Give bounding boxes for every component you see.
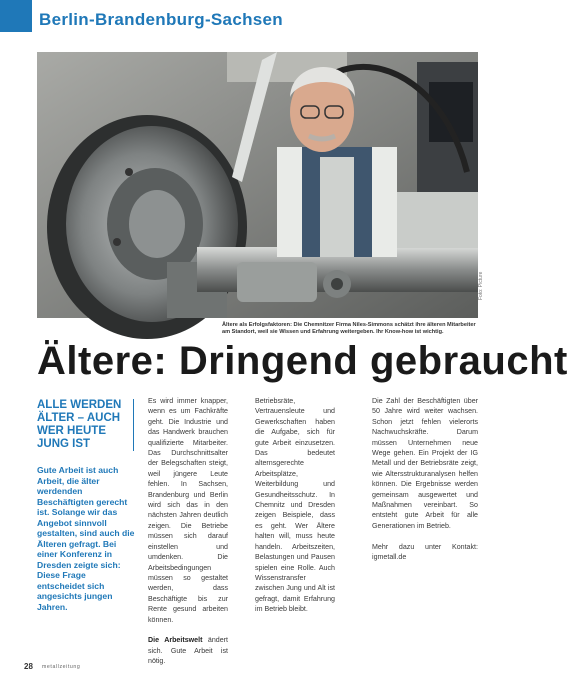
column-3-tail: Mehr dazu unter Kontakt: igmetall.de — [372, 542, 478, 562]
column-1-bold-lead: Die Arbeitswelt — [148, 636, 203, 645]
section-title: Berlin-Brandenburg-Sachsen — [39, 10, 283, 29]
article-kicker: ALLE WERDEN ÄLTER – AUCH WER HEUTE JUNG IST — [37, 399, 134, 451]
article-lead: Gute Arbeit ist auch Arbeit, die älter werdenden Beschäftigten gerecht ist. Solange wir das Angebot sinnvoll gestalten, sind auch die Älteren gefragt. Bei einer Konferenz in Dresden zeigte sich: Diese Frage entscheidet sich angesichts jungen Jahren. — [37, 465, 135, 612]
article-headline: Ältere: Dringend gebraucht — [37, 339, 568, 383]
article-photo — [37, 52, 478, 318]
article-column-2 — [255, 396, 335, 615]
section-accent-bar — [0, 0, 32, 32]
column-1-tail: ändert sich. Gute Arbeit ist nötig. — [148, 636, 228, 666]
page-number: 28 — [24, 662, 33, 671]
column-3-text: Die Zahl der Beschäftigten über 50 Jahre wird weiter wachsen. Schon jetzt fehlen vielerorts Nachwuchskräfte. Darum müssen Unternehmen neue Wege gehen. Ein Projekt der IG Metall und der Betriebsräte zeigt, wie Altersstrukturanalysen helfen können. Die Ergebnisse werden gemeinsam ausgewertet und Maßnahmen vereinbart. So entsteht gute Arbeit für alle Generationen im Betrieb. — [372, 397, 478, 530]
photo-caption: Ältere als Erfolgsfaktoren: Die Chemnitzer Firma Niles-Simmons schätzt ihre älteren Mitarbeiter am Standort, weil sie Wissen und Erfahrung weitergeben. Ihr Know-how ist wichtig. — [222, 322, 476, 336]
column-1-text: Es wird immer knapper, wenn es um Fachkräfte geht. Die Industrie und das Handwerk brauchen qualifizierte Mitarbeiter. Das Durchschnittsalter der Belegschaften steigt, weil jüngere Leute fehlen. In Sachsen, Brandenburg und Berlin wird sich das in den nächsten Jahren deutlich zeigen. Die Betriebe müssen sich darauf einstellen und umdenken. Die Arbeitsbedingungen müssen so gestaltet werden, dass Beschäftigte bis zur Rente gesund arbeiten können. — [148, 397, 228, 624]
column-2-text: Betriebsräte, Vertrauensleute und Gewerkschaften haben die Aufgabe, sich für gute Arbeit einzusetzen. Das bedeutet alternsgerechte Arbeitsplätze, Weiterbildung und Gesundheitsschutz. In Chemnitz und Dresden zeigen Beispiele, dass es geht. Wer Ältere halten will, muss heute handeln. Arbeitszeiten, Belastungen und Pausen spielen eine Rolle. Auch Wissenstransfer zwischen Jung und Alt ist gefragt, damit Erfahrung im Betrieb bleibt. — [255, 397, 335, 614]
publication-name: metallzeitung — [42, 664, 81, 670]
photo-credit: Foto: Picture — [478, 271, 484, 300]
article-column-3 — [372, 396, 478, 563]
article-column-1 — [148, 396, 228, 667]
